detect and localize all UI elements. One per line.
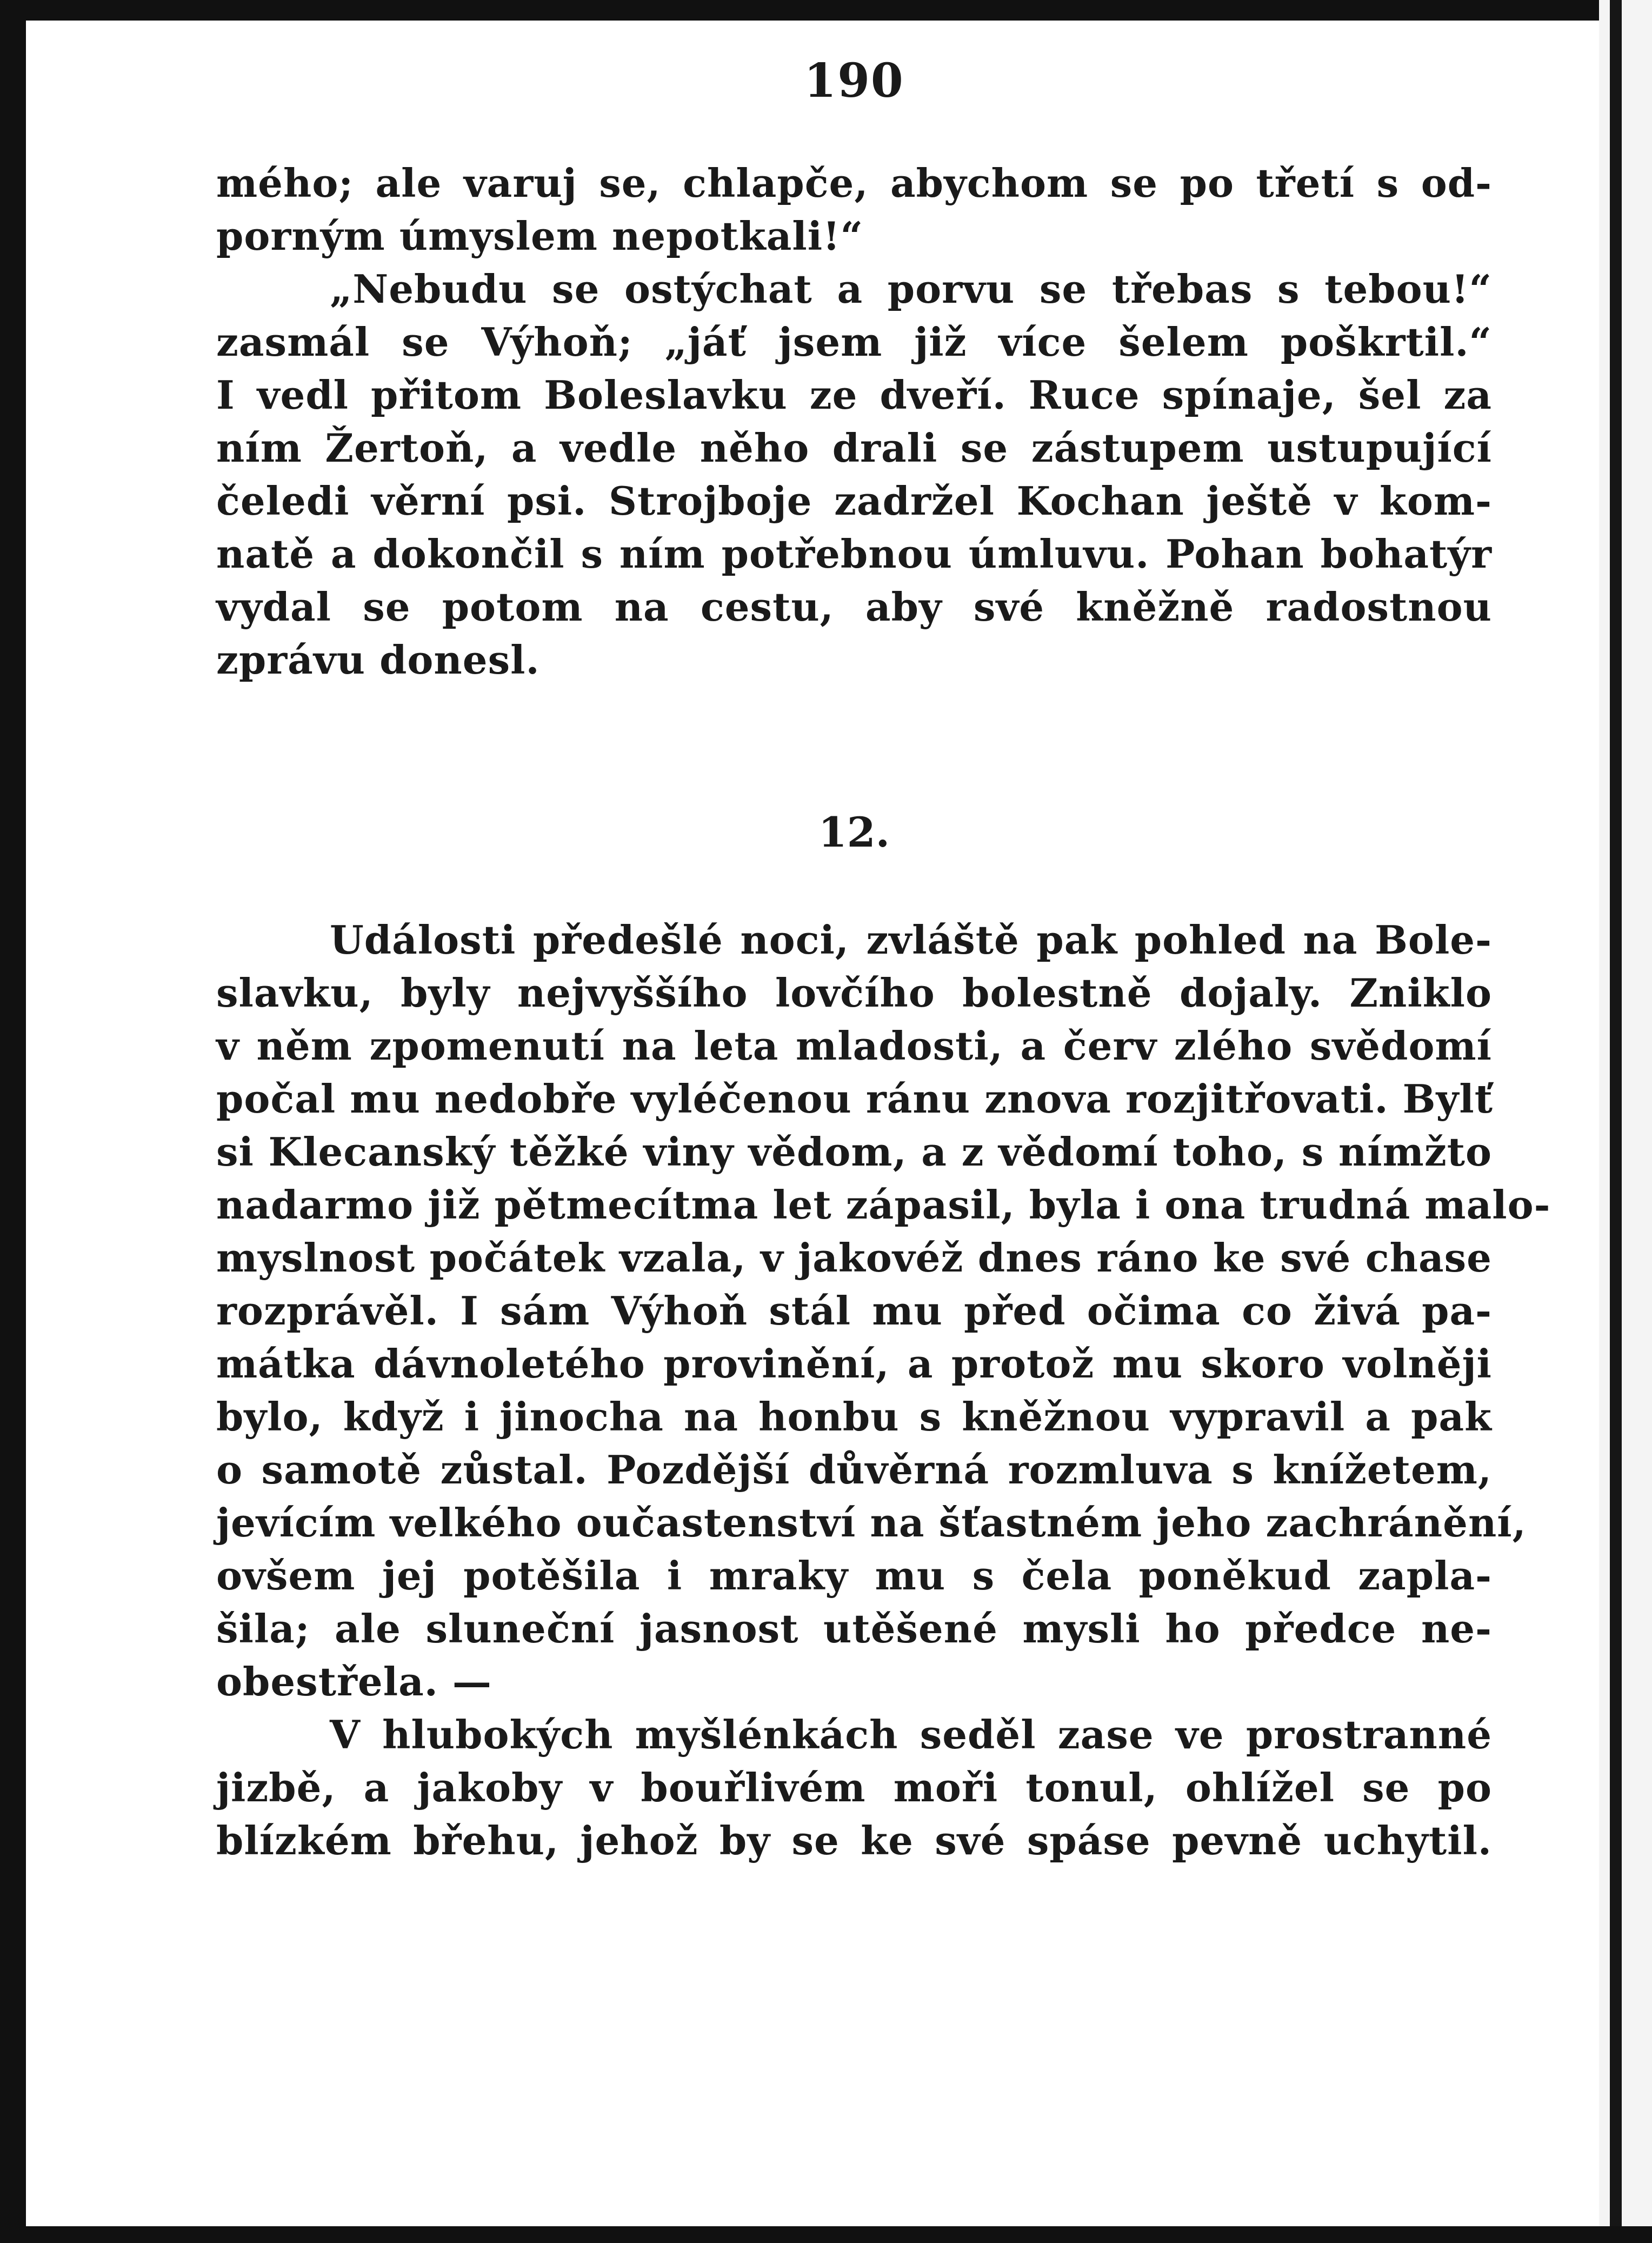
text-line: blízkém břehu, jehož by se ke své spáse pevně uchytil. (216, 1818, 1492, 1863)
text-line: „Nebudu se ostýchat a porvu se třebas s tebou!“ (330, 266, 1492, 312)
text-line: V hlubokých myšlénkách seděl zase ve prostranné (330, 1712, 1492, 1758)
text-line: mátka dávnoletého provinění, a protož mu skoro volněji (216, 1341, 1492, 1387)
paragraph (216, 157, 1492, 263)
scan-edge-right (1599, 0, 1652, 2243)
text-line: si Klecanský těžké viny vědom, a z vědomí toho, s nímžto (216, 1129, 1492, 1175)
chapter-number: 12. (818, 808, 890, 856)
text-after-chapter (216, 914, 1551, 1867)
scan-edge-top (0, 0, 1652, 21)
text-line: obestřela. — (216, 1659, 492, 1705)
scan-edge-right-line (1610, 0, 1622, 2243)
text-line: ovšem jej potěšila i mraky mu s čela poněkud zapla- (216, 1553, 1492, 1599)
scan-edge-bottom (0, 2226, 1652, 2243)
book-page (216, 49, 1551, 1867)
scan-edge-left (0, 0, 26, 2243)
text-line: ním Žertoň, a vedle něho drali se zástupem ustupující (216, 425, 1492, 471)
text-line: porným úmyslem nepotkali!“ (216, 213, 864, 259)
text-line: zasmál se Výhoň; „jáť jsem již více šelem poškrtil.“ (216, 319, 1492, 365)
text-line: natě a dokončil s ním potřebnou úmluvu. Pohan bohatýr (216, 531, 1492, 577)
text-line: jizbě, a jakoby v bouřlivém moři tonul, ohlížel se po (216, 1765, 1492, 1811)
text-line: rozprávěl. I sám Výhoň stál mu před očima co živá pa- (216, 1288, 1492, 1334)
paragraph (216, 263, 1492, 687)
text-line: nadarmo již pětmecítma let zápasil, byla i ona trudná malo- (216, 1182, 1551, 1228)
paragraph (216, 1708, 1492, 1867)
text-line: vydal se potom na cestu, aby své kněžně radostnou (216, 584, 1492, 630)
paragraph (216, 914, 1551, 1708)
text-line: zprávu donesl. (216, 637, 540, 683)
text-line: v něm zpomenutí na leta mladosti, a červ zlého svědomí (216, 1023, 1492, 1069)
page-number: 190 (804, 54, 904, 108)
text-line: bylo, když i jinocha na honbu s kněžnou vypravil a pak (216, 1394, 1492, 1440)
text-line: počal mu nedobře vyléčenou ránu znova rozjitřovati. Bylť (216, 1076, 1493, 1122)
text-line: šila; ale sluneční jasnost utěšené mysli ho předce ne- (216, 1606, 1492, 1652)
text-line: Události předešlé noci, zvláště pak pohled na Bole- (330, 917, 1492, 963)
text-line: I vedl přitom Boleslavku ze dveří. Ruce spínaje, šel za (216, 372, 1492, 418)
text-line: čeledi věrní psi. Strojboje zadržel Kochan ještě v kom- (216, 478, 1492, 524)
text-line: slavku, byly nejvyššího lovčího bolestně dojaly. Zniklo (216, 970, 1492, 1016)
text-line: mého; ale varuj se, chlapče, abychom se po třetí s od- (216, 160, 1492, 206)
text-line: jevícím velkého oučastenství na šťastném jeho zachránění, (216, 1500, 1527, 1546)
text-line: o samotě zůstal. Pozdější důvěrná rozmluva s knížetem, (216, 1447, 1492, 1493)
text-before-chapter (216, 157, 1492, 687)
text-line: myslnost počátek vzala, v jakovéž dnes ráno ke své chase (216, 1235, 1492, 1281)
